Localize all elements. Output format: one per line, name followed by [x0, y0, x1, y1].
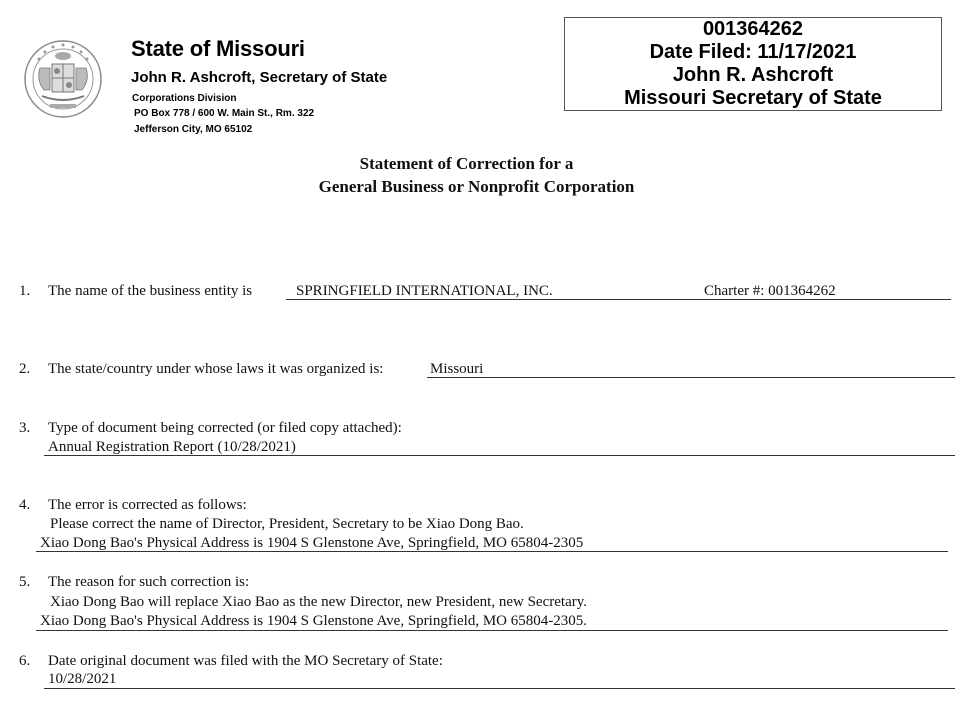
item-3-label: Type of document being corrected (or filed copy attached): — [48, 420, 402, 436]
state-title: State of Missouri — [131, 36, 305, 61]
charter-number-value: Charter #: 001364262 — [704, 283, 836, 299]
missouri-state-seal-icon — [22, 38, 104, 120]
item-2-underline — [427, 377, 955, 378]
correction-line-2: Xiao Dong Bao's Physical Address is 1904 S Glenstone Ave, Springfield, MO 65804-2305 — [40, 535, 584, 551]
address-line-1: PO Box 778 / 600 W. Main St., Rm. 322 — [134, 108, 315, 119]
item-4-underline — [36, 551, 948, 552]
item-4-number: 4. — [19, 497, 31, 513]
document-type-value: Annual Registration Report (10/28/2021) — [48, 439, 296, 455]
item-6-number: 6. — [19, 653, 31, 669]
document-title-line-1: Statement of Correction for a — [359, 154, 574, 173]
item-5-underline — [36, 630, 948, 631]
entity-name-value: SPRINGFIELD INTERNATIONAL, INC. — [296, 283, 553, 299]
stamp-date-filed: Date Filed: 11/17/2021 — [649, 41, 857, 63]
division-name: Corporations Division — [132, 93, 237, 104]
item-6-underline — [44, 688, 955, 689]
item-1-label: The name of the business entity is — [48, 283, 253, 299]
reason-line-1: Xiao Dong Bao will replace Xiao Bao as the new Director, new President, new Secretary. — [50, 594, 587, 610]
correction-line-1: Please correct the name of Director, President, Secretary to be Xiao Dong Bao. — [50, 516, 524, 532]
item-1-underline — [286, 299, 951, 300]
document-title-line-2: General Business or Nonprofit Corporation — [318, 177, 635, 196]
filing-stamp — [564, 17, 942, 111]
secretary-name: John R. Ashcroft, Secretary of State — [131, 69, 388, 86]
stamp-file-number: 001364262 — [702, 18, 804, 40]
item-4-label: The error is corrected as follows: — [48, 497, 247, 513]
address-line-2: Jefferson City, MO 65102 — [134, 124, 253, 135]
item-2-label: The state/country under whose laws it was organized is: — [48, 361, 384, 377]
original-filing-date-value: 10/28/2021 — [48, 671, 117, 687]
item-6-label: Date original document was filed with the MO Secretary of State: — [48, 653, 443, 669]
stamp-name: John R. Ashcroft — [672, 64, 834, 86]
state-country-value: Missouri — [430, 361, 484, 377]
item-3-number: 3. — [19, 420, 31, 436]
reason-line-2: Xiao Dong Bao's Physical Address is 1904 S Glenstone Ave, Springfield, MO 65804-2305. — [40, 613, 587, 629]
item-3-underline — [44, 455, 955, 456]
item-2-number: 2. — [19, 361, 31, 377]
item-5-number: 5. — [19, 574, 31, 590]
item-1-number: 1. — [19, 283, 31, 299]
stamp-office: Missouri Secretary of State — [624, 87, 882, 109]
item-5-label: The reason for such correction is: — [48, 574, 250, 590]
